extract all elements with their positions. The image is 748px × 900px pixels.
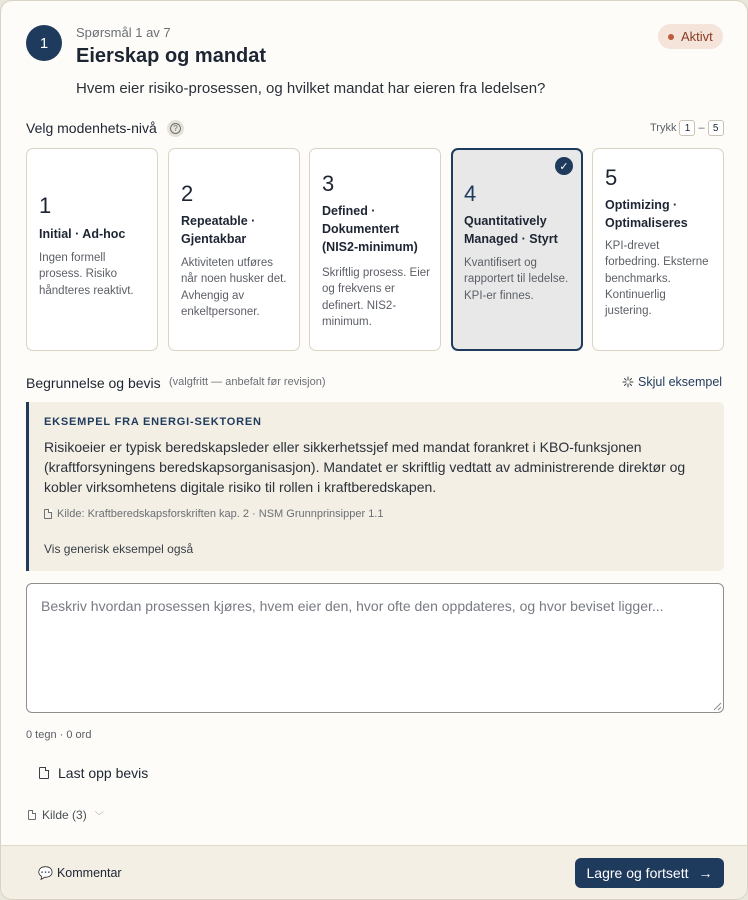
toggle-example-button[interactable] xyxy=(622,375,722,389)
level-number: 2 xyxy=(181,181,194,206)
question-title: Eierskap og mandat xyxy=(76,45,267,67)
character-counter: 0 tegn · 0 ord xyxy=(26,729,92,741)
document-icon xyxy=(28,810,36,820)
toggle-example-label: Skjul eksempel xyxy=(638,375,723,389)
level-description: Ingen formell prosess. Risiko håndteres reaktivt. xyxy=(39,252,134,297)
level-number: 5 xyxy=(605,165,618,190)
status-badge xyxy=(658,24,723,49)
sources-toggle[interactable] xyxy=(28,808,104,822)
key-1: 1 xyxy=(679,120,695,136)
document-icon xyxy=(44,509,52,519)
sparkle-icon xyxy=(622,376,634,388)
level-name: Initial · Ad-hoc xyxy=(39,227,126,241)
key-separator: – xyxy=(698,122,705,134)
save-and-continue-button[interactable] xyxy=(575,858,724,888)
maturity-level-1[interactable] xyxy=(26,148,158,351)
upload-evidence-button[interactable] xyxy=(39,765,148,781)
resize-handle-icon[interactable] xyxy=(713,702,722,711)
level-name: Defined · Dokumentert (NIS2-minimum) xyxy=(322,204,418,254)
justification-input[interactable] xyxy=(26,583,724,713)
question-counter: Spørsmål 1 av 7 xyxy=(76,25,171,40)
arrow-right-icon: → xyxy=(698,865,713,881)
level-description: Kvantifisert og rapportert til ledelse. KPI-er finnes. xyxy=(464,257,569,302)
status-badge-label: Aktivt xyxy=(681,29,713,44)
keyboard-hint-label: Trykk xyxy=(650,122,677,134)
level-name: Quantitatively Managed · Styrt xyxy=(464,214,558,246)
chevron-down-icon: ﹀ xyxy=(94,810,104,821)
maturity-level-2[interactable] xyxy=(168,148,300,351)
maturity-level-3[interactable] xyxy=(309,148,441,351)
save-label: Lagre og fortsett xyxy=(586,865,689,881)
question-number-badge: 1 xyxy=(26,25,62,61)
justification-hint: (valgfritt — anbefalt før revisjon) xyxy=(169,376,326,388)
example-source xyxy=(44,508,383,520)
status-dot-icon xyxy=(668,34,674,40)
level-name: Repeatable · Gjentakbar xyxy=(181,214,256,246)
document-icon xyxy=(39,767,49,779)
key-5: 5 xyxy=(708,120,724,136)
level-description: Aktiviteten utføres når noen husker det. Avhengig av enkeltpersoner. xyxy=(181,257,287,318)
comment-button[interactable] xyxy=(38,866,122,880)
keyboard-hint xyxy=(650,120,724,136)
help-icon[interactable]: ? xyxy=(167,120,184,137)
comment-label: Kommentar xyxy=(56,866,122,880)
level-description: Skriftlig prosess. Eier og frekvens er definert. NIS2-minimum. xyxy=(322,267,431,328)
question-description: Hvem eier risiko-prosessen, og hvilket mandat har eieren fra ledelsen? xyxy=(76,80,546,97)
example-panel xyxy=(26,402,724,571)
level-name: Optimizing · Optimaliseres xyxy=(605,198,688,230)
maturity-level-5[interactable] xyxy=(592,148,724,351)
upload-evidence-label: Last opp bevis xyxy=(58,765,149,781)
maturity-label: Velg modenhets-nivå xyxy=(26,120,157,136)
example-source-text: Kilde: Kraftberedskapsforskriften kap. 2 · NSM Grunnprinsipper 1.1 xyxy=(57,508,384,520)
justification-label: Begrunnelse og bevis xyxy=(26,375,161,391)
checkmark-icon: ✓ xyxy=(555,157,573,175)
level-description: KPI-drevet forbedring. Eksterne benchmarks. Kontinuerlig justering. xyxy=(605,240,709,318)
level-number: 1 xyxy=(39,193,52,218)
speech-bubble-icon: 💬 xyxy=(38,866,53,880)
level-number: 3 xyxy=(322,171,335,196)
maturity-level-4[interactable] xyxy=(451,148,583,351)
level-number: 4 xyxy=(464,181,477,206)
example-body: Risikoeier er typisk beredskapsleder eller sikkerhetssjef med mandat forankret i KBO-funksjonen (kraftforsyningens beredskapsorganisasjon). Mandatet er skriftlig vedtatt av administrerende direktør og kobler virksomhetens digitale risiko til rollen i kraftberedskapen. xyxy=(44,439,686,495)
footer-bar xyxy=(1,845,748,900)
sources-label: Kilde (3) xyxy=(42,808,87,822)
example-title: EKSEMPEL FRA ENERGI-SEKTOREN xyxy=(44,416,262,428)
show-generic-example-link[interactable]: Vis generisk eksempel også xyxy=(44,542,194,556)
